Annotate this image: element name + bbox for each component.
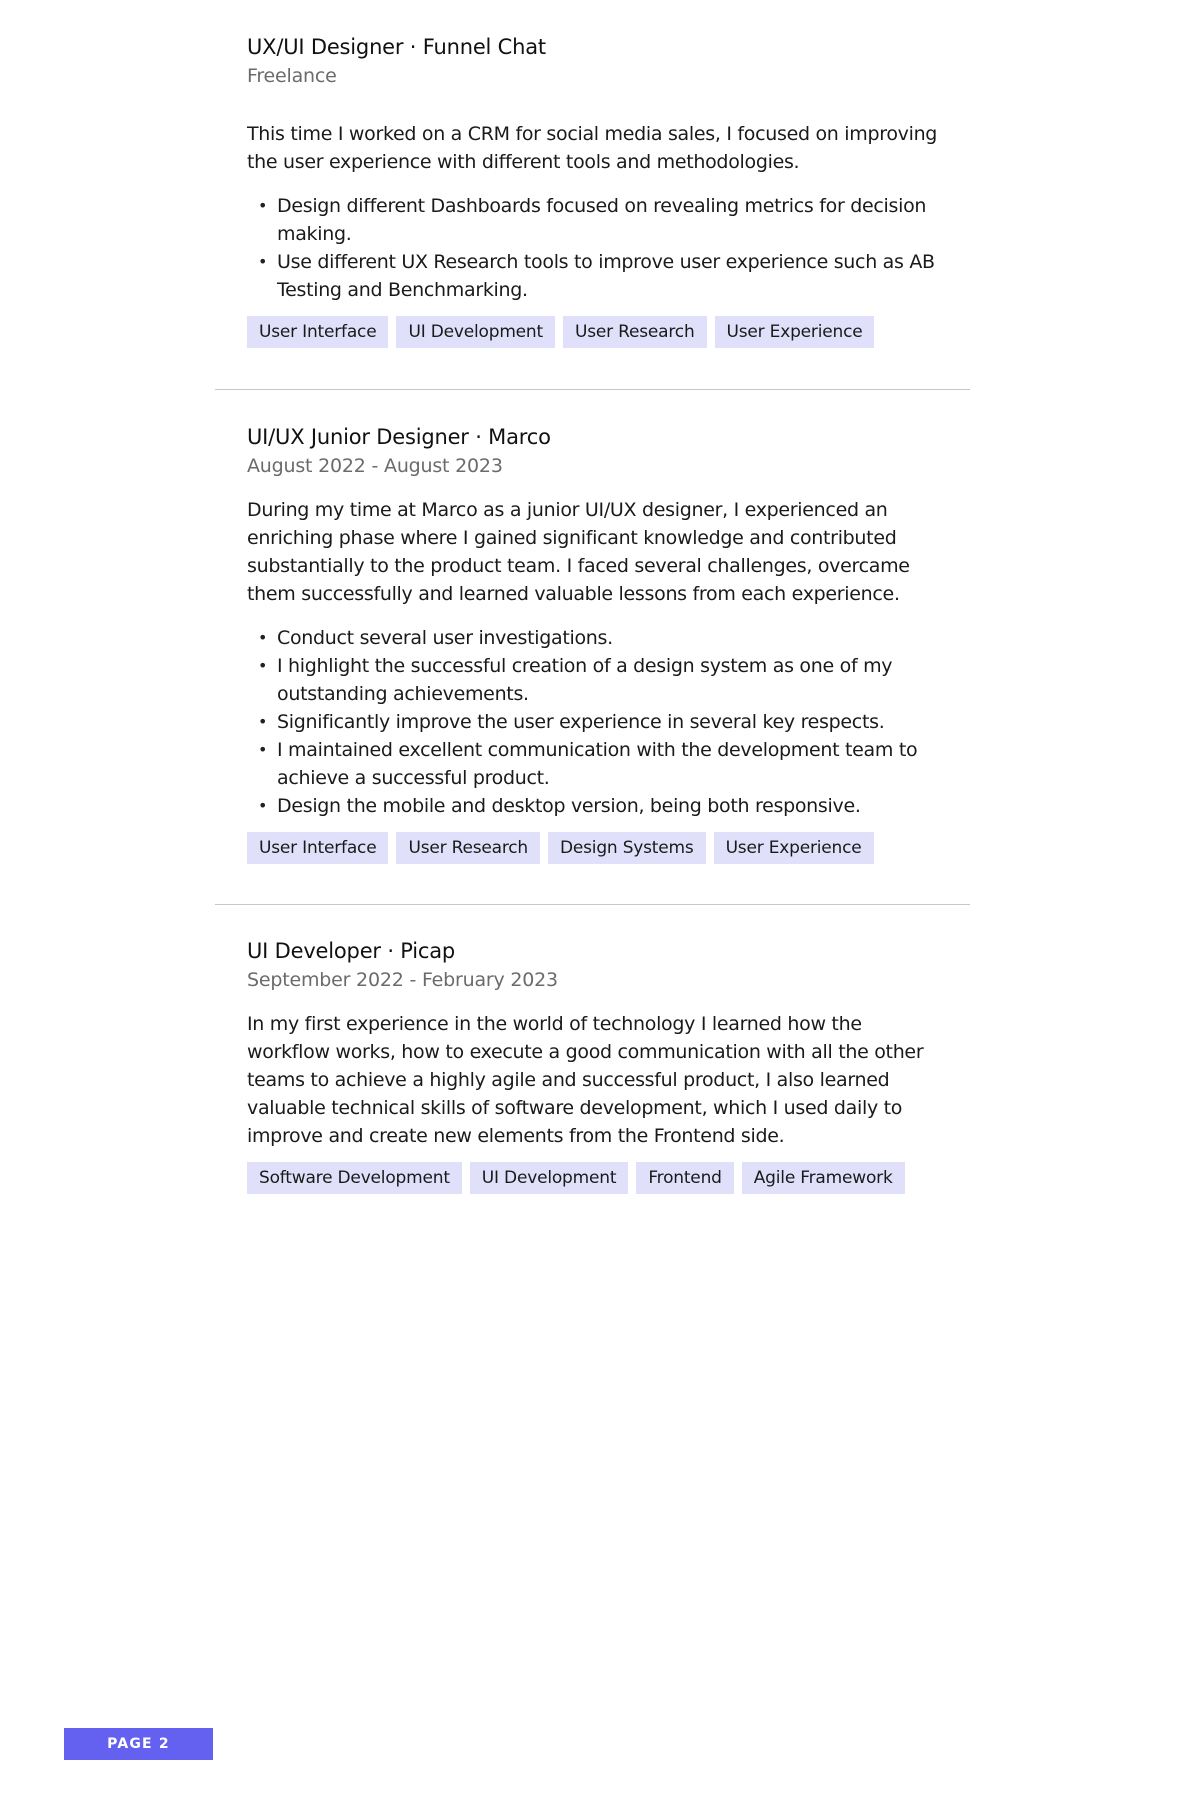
job-title: UI Developer · Picap	[247, 939, 456, 963]
job-bullet-list	[247, 624, 942, 820]
job-bullet: • Design different Dashboards focused on revealing metrics for decision making.	[247, 192, 942, 248]
job-entry-picap	[215, 936, 970, 1194]
skill-tag: Design Systems	[548, 832, 706, 864]
skill-tag: Frontend	[636, 1162, 733, 1194]
section-divider	[215, 904, 970, 905]
skill-tag: User Interface	[247, 316, 388, 348]
page-number-badge: PAGE 2	[64, 1728, 213, 1760]
job-subtitle: Freelance	[247, 65, 337, 87]
job-entry-marco	[215, 422, 970, 864]
job-bullet: • I highlight the successful creation of a design system as one of my outstanding achievements.	[247, 652, 942, 708]
skill-tags	[247, 832, 942, 864]
job-bullet: • Design the mobile and desktop version, being both responsive.	[247, 792, 942, 820]
section-divider	[215, 389, 970, 390]
job-bullet: • Conduct several user investigations.	[247, 624, 942, 652]
job-bullet: • Use different UX Research tools to improve user experience such as AB Testing and Benchmarking.	[247, 248, 942, 304]
skill-tag: User Interface	[247, 832, 388, 864]
skill-tag: User Experience	[715, 316, 875, 348]
skill-tag: Software Development	[247, 1162, 462, 1194]
job-bullet-list	[247, 192, 942, 304]
skill-tags	[247, 316, 942, 348]
job-description: During my time at Marco as a junior UI/UX designer, I experienced an enriching phase where I gained significant knowledge and contributed substantially to the product team. I faced several challenges, overcame them successfully and learned valuable lessons from each experience.	[247, 499, 910, 605]
skill-tag: User Experience	[714, 832, 874, 864]
skill-tag: User Research	[563, 316, 707, 348]
job-subtitle: September 2022 - February 2023	[247, 969, 558, 991]
job-bullet: • I maintained excellent communication with the development team to achieve a successful product.	[247, 736, 942, 792]
skill-tag: Agile Framework	[742, 1162, 905, 1194]
job-bullet: • Significantly improve the user experience in several key respects.	[247, 708, 942, 736]
job-description: This time I worked on a CRM for social media sales, I focused on improving the user experience with different tools and methodologies.	[247, 123, 938, 173]
skill-tag: User Research	[396, 832, 540, 864]
skill-tags	[247, 1162, 942, 1194]
job-entry-funnel-chat	[215, 32, 970, 348]
job-title: UX/UI Designer · Funnel Chat	[247, 35, 546, 59]
job-subtitle: August 2022 - August 2023	[247, 455, 503, 477]
skill-tag: UI Development	[470, 1162, 629, 1194]
job-title: UI/UX Junior Designer · Marco	[247, 425, 551, 449]
job-description: In my first experience in the world of technology I learned how the workflow works, how to execute a good communication with all the other teams to achieve a highly agile and successful product, I also learned valuable technical skills of software development, which I used daily to improve and create new elements from the Frontend side.	[247, 1013, 924, 1147]
skill-tag: UI Development	[396, 316, 555, 348]
